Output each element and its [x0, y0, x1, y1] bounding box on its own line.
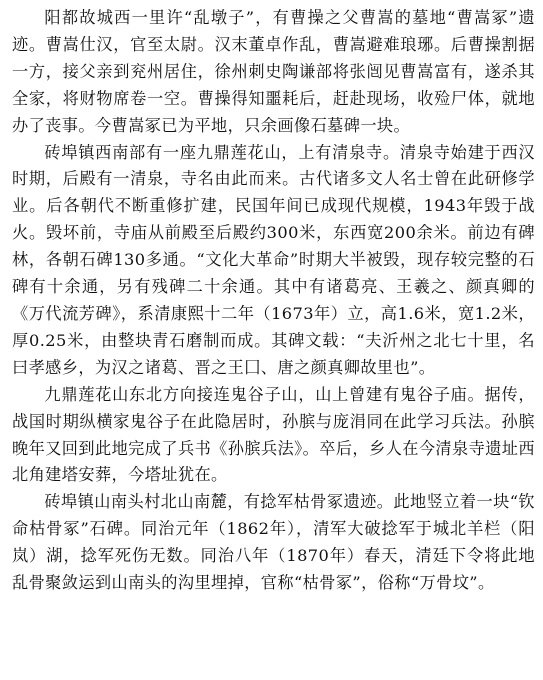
paragraph-guiguzi-mountain: 九鼎莲花山东北方向接连鬼谷子山，山上曾建有鬼谷子庙。据传，战国时期纵横家鬼谷子在此隐居时，孙膑与庞涓同在此学习兵法。孙膑晚年又回到此地完成了兵书《孙膑兵法》。卒后，乡人在今清泉寺遗址西北角建塔安葬，今塔址犹在。	[12, 384, 535, 485]
paragraph-kugu-tomb: 砖埠镇山南头村北山南麓，有捻军枯骨冢遗迹。此地竖立着一块“钦命枯骨冢”石碑。同治元年（1862年），清军大破捻军于城北羊栏（阳岚）湖，捻军死伤无数。同治八年（1870年）春天，清廷下令将此地乱骨聚敛运到山南头的沟里埋掉，官称“枯骨冢”，俗称“万骨坟”。	[12, 492, 535, 593]
paragraph-qingquan-temple: 砖埠镇西南部有一座九鼎莲花山，上有清泉寺。清泉寺始建于西汉时期，后殿有一清泉，寺名由此而来。古代诸多文人名士曾在此研修学业。后各朝代不断重修扩建，民国年间已成现代规模，1943年毁于战火。毁坏前，寺庙从前殿至后殿约300米，东西宽200余米。前边有碑林，各朝石碑130多通。“文化大革命”时期大半被毁，现存较完整的石碑有十余通，另有残碑二十余通。其中有诸葛亮、王羲之、颜真卿的《万代流芳碑》，系清康熙十二年（1673年）立，高1.6米，宽1.2米，厚0.25米，由整块青石磨制而成。其碑文载：“夫沂州之北七十里，名曰孝感乡，为汉之诸葛、晋之王囗、唐之颜真卿故里也”。	[12, 142, 535, 377]
paragraph-cao-song-tomb: 阳都故城西一里许“乱墩子”，有曹操之父曹嵩的墓地“曹嵩冢”遗迹。曹嵩仕汉，官至太尉。汉末董卓作乱，曹嵩避难琅琊。后曹操割据一方，接父亲到兖州居住，徐州刺史陶谦部将张闿见曹嵩富有，遂杀其全家，将财物席卷一空。曹操得知噩耗后，赶赴现场，收殓尸体，就地办了丧事。今曹嵩冢已为平地，只余画像石墓碑一块。	[12, 8, 535, 135]
